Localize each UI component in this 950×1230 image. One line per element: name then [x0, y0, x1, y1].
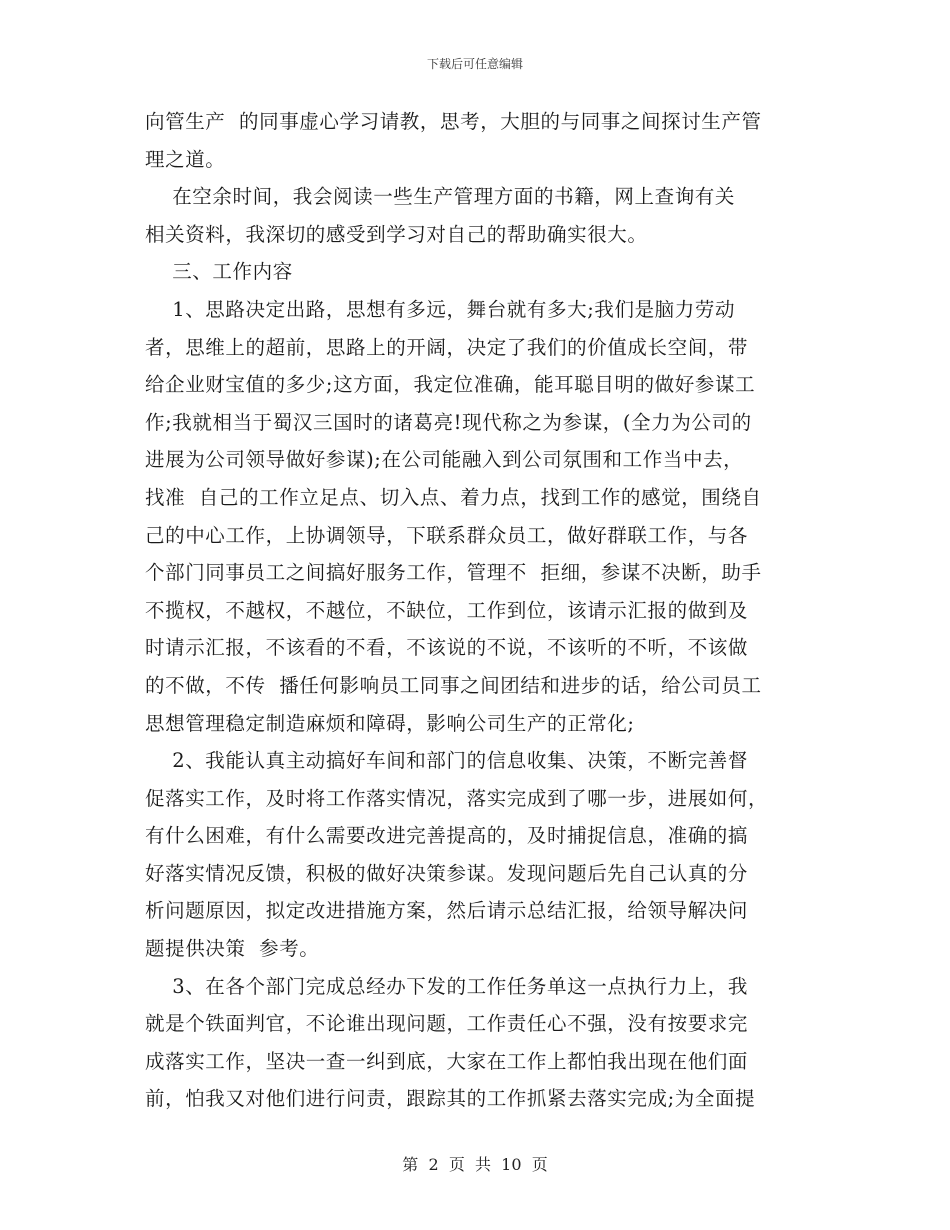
- text-line: 不揽权，不越权，不越位，不缺位，工作到位，该请示汇报的做到及: [145, 598, 749, 622]
- text-line: 者，思维上的超前，思路上的开阔，决定了我们的价值成长空间，带: [145, 335, 749, 359]
- text-line: 理之道。: [145, 147, 226, 171]
- text-line: 好落实情况反馈，积极的做好决策参谋。发现问题后先自己认真的分: [145, 861, 749, 885]
- text-line: 促落实工作，及时将工作落实情况，落实完成到了哪一步，进展如何，: [145, 786, 769, 810]
- page-header: 下载后可任意编辑: [426, 57, 523, 71]
- text-line: 在空余时间，我会阅读一些生产管理方面的书籍，网上查询有关: [145, 185, 735, 209]
- text-line: 成落实工作，坚决一查一纠到底，大家在工作上都怕我出现在他们面: [145, 1049, 749, 1073]
- text-line: 进展为公司领导做好参谋);在公司能融入到公司氛围和工作当中去，: [145, 448, 744, 472]
- text-line: 作;我就相当于蜀汉三国时的诸葛亮!现代称之为参谋，(全力为公司的: [145, 410, 752, 434]
- text-line: 2、我能认真主动搞好车间和部门的信息收集、决策，不断完善督: [145, 749, 749, 773]
- text-line: 己的中心工作，上协调领导，下联系群众员工，做好群联工作，与各: [145, 523, 749, 547]
- text-line: 个部门同事员工之间搞好服务工作，管理不 拒细，参谋不决断，助手: [145, 561, 762, 585]
- text-line: 前，怕我又对他们进行问责，跟踪其的工作抓紧去落实完成;为全面提: [145, 1087, 756, 1111]
- text-line: 找准 自己的工作立足点、切入点、着力点，找到工作的感觉，围绕自: [145, 485, 762, 509]
- text-line: 析问题原因，拟定改进措施方案，然后请示总结汇报，给领导解决问: [145, 899, 749, 923]
- text-line: 题提供决策 参考。: [145, 937, 320, 961]
- text-line: 给企业财宝值的多少;这方面，我定位准确，能耳聪目明的做好参谋工: [145, 373, 756, 397]
- text-line: 有什么困难，有什么需要改进完善提高的，及时捕捉信息，准确的搞: [145, 824, 749, 848]
- text-line: 思想管理稳定制造麻烦和障碍，影响公司生产的正常化;: [145, 711, 635, 735]
- section-heading: 三、工作内容: [145, 260, 293, 284]
- text-line: 相关资料，我深切的感受到学习对自己的帮助确实很大。: [145, 222, 648, 246]
- document-body: [145, 103, 805, 1118]
- text-line: 就是个铁面判官，不论谁出现问题，工作责任心不强，没有按要求完: [145, 1012, 749, 1036]
- text-line: 时请示汇报，不该看的不看，不该说的不说，不该听的不听，不该做: [145, 636, 749, 660]
- text-line: 的不做，不传 播任何影响员工同事之间团结和进步的话，给公司员工: [145, 673, 762, 697]
- text-line: 1、思路决定出路，思想有多远，舞台就有多大;我们是脑力劳动: [145, 297, 736, 321]
- text-line: 3、在各个部门完成总经办下发的工作任务单这一点执行力上，我: [145, 974, 749, 998]
- text-line: 向管生产 的同事虚心学习请教，思考，大胆的与同事之间探讨生产管: [145, 110, 762, 133]
- page-number-footer: 第 2 页 共 10 页: [402, 1155, 548, 1174]
